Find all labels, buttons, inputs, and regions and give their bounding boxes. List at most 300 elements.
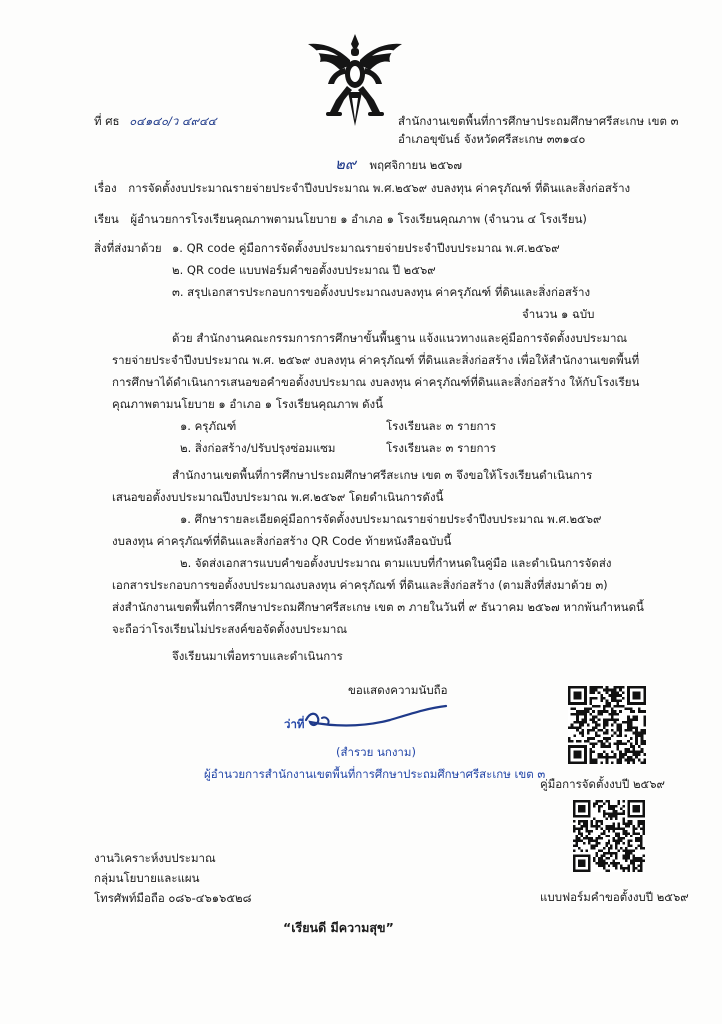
qr-module	[571, 726, 574, 729]
step-line: งบลงทุน ค่าครุภัณฑ์ที่ดินและสิ่งก่อสร้าง QR Code ท้ายหนังสือฉบับนี้	[112, 534, 452, 548]
qr-module	[643, 729, 646, 732]
qr-module	[643, 740, 646, 743]
qr-module	[568, 686, 571, 689]
qr-module	[638, 810, 640, 812]
qr-module	[608, 756, 611, 759]
qr-module	[579, 756, 582, 759]
qr-module	[578, 805, 580, 807]
qr-module	[611, 734, 614, 737]
qr-module	[608, 865, 610, 867]
qr-module	[573, 862, 575, 864]
qr-module	[613, 862, 615, 864]
qr-module	[616, 691, 619, 694]
qr-module	[583, 825, 585, 827]
qr-module	[611, 724, 614, 727]
qr-module	[643, 825, 645, 827]
qr-module	[633, 748, 636, 751]
qr-module	[588, 810, 590, 812]
qr-module	[616, 694, 619, 697]
qr-module	[576, 753, 579, 756]
qr-module	[616, 742, 619, 745]
qr-module	[630, 845, 632, 847]
qr-module	[630, 745, 633, 748]
qr-module	[606, 689, 609, 692]
qr-module	[571, 686, 574, 689]
qr-module	[598, 842, 600, 844]
qr-module	[583, 800, 585, 802]
qr-module	[635, 805, 637, 807]
qr-module	[630, 800, 632, 802]
qr-module	[641, 710, 644, 713]
qr-module	[573, 857, 575, 859]
qr-module	[638, 832, 640, 834]
qr-module	[573, 713, 576, 716]
qr-module	[571, 702, 574, 705]
qr-module	[595, 734, 598, 737]
qr-module	[595, 845, 597, 847]
qr-module	[638, 845, 640, 847]
qr-module	[600, 694, 603, 697]
qr-module	[619, 726, 622, 729]
qr-module	[587, 732, 590, 735]
qr-module	[633, 810, 635, 812]
qr-module	[583, 855, 585, 857]
qr-module	[603, 865, 605, 867]
qr-module	[614, 686, 617, 689]
date-month-year: พฤศจิกายน ๒๕๖๗	[369, 158, 463, 172]
qr-module	[600, 742, 603, 745]
qr-module	[635, 732, 638, 735]
qr-module	[623, 832, 625, 834]
qr-module	[630, 702, 633, 705]
qr-module	[630, 862, 632, 864]
qr-module	[627, 697, 630, 700]
qr-module	[624, 759, 627, 762]
qr-module	[638, 857, 640, 859]
qr-module	[587, 708, 590, 711]
qr-module	[588, 862, 590, 864]
qr-module	[610, 847, 612, 849]
qr-module	[633, 751, 636, 754]
qr-module	[581, 732, 584, 735]
qr-module	[580, 865, 582, 867]
qr-module	[641, 740, 644, 743]
qr-module	[633, 832, 635, 834]
qr-module	[638, 710, 641, 713]
qr-module	[610, 812, 612, 814]
qr-module	[625, 835, 627, 837]
qr-module	[579, 713, 582, 716]
qr-code-manual-icon[interactable]	[568, 686, 646, 764]
qr-module	[568, 702, 571, 705]
qr-module	[600, 729, 603, 732]
qr-module	[590, 845, 592, 847]
qr-module	[608, 830, 610, 832]
qr-module	[640, 867, 642, 869]
qr-module	[611, 689, 614, 692]
qr-module	[605, 817, 607, 819]
qr-module	[635, 691, 638, 694]
qr-module	[598, 734, 601, 737]
qr-module	[628, 867, 630, 869]
qr-module	[600, 800, 602, 802]
qr-module	[641, 751, 644, 754]
qr-module	[581, 710, 584, 713]
qr-module	[641, 742, 644, 745]
qr-module	[640, 837, 642, 839]
qr-module	[592, 726, 595, 729]
signatory-name: (สำรวย นกงาม)	[336, 745, 416, 759]
qr-module	[627, 699, 630, 702]
qr-module	[635, 847, 637, 849]
qr-module	[603, 751, 606, 754]
qr-module	[592, 729, 595, 732]
qr-module	[603, 855, 605, 857]
qr-module	[578, 862, 580, 864]
qr-module	[625, 825, 627, 827]
qr-module	[618, 837, 620, 839]
qr-module	[598, 860, 600, 862]
qr-module	[611, 756, 614, 759]
qr-module	[573, 870, 575, 872]
qr-module	[614, 689, 617, 692]
qr-module	[628, 832, 630, 834]
qr-module	[598, 705, 601, 708]
qr-module	[576, 710, 579, 713]
qr-module	[630, 835, 632, 837]
qr-module	[633, 867, 635, 869]
qr-module	[578, 815, 580, 817]
qr-module	[592, 697, 595, 700]
footer-group: กลุ่มนโยบายและแผน	[94, 871, 200, 885]
qr-module	[615, 847, 617, 849]
qr-module	[585, 820, 587, 822]
qr-module	[575, 827, 577, 829]
qr-module	[575, 845, 577, 847]
qr-module	[598, 807, 600, 809]
qr-module	[598, 740, 601, 743]
qr-module	[625, 867, 627, 869]
qr-module	[588, 860, 590, 862]
qr-module	[581, 745, 584, 748]
qr-module	[643, 855, 645, 857]
qr-module	[613, 865, 615, 867]
qr-module	[584, 708, 587, 711]
qr-module	[605, 835, 607, 837]
qr-module	[588, 865, 590, 867]
qr-module	[613, 827, 615, 829]
qr-module	[588, 832, 590, 834]
closing-text: จึงเรียนมาเพื่อทราบและดำเนินการ	[172, 649, 343, 663]
qr-module	[603, 847, 605, 849]
qr-module	[618, 825, 620, 827]
qr-module	[635, 840, 637, 842]
qr-module	[627, 686, 630, 689]
qr-module	[615, 862, 617, 864]
qr-module	[573, 756, 576, 759]
recipient-line	[94, 211, 587, 229]
qr-module	[643, 759, 646, 762]
qr-module	[608, 842, 610, 844]
qr-module	[624, 742, 627, 745]
qr-module	[614, 753, 617, 756]
qr-module	[628, 865, 630, 867]
qr-module	[592, 751, 595, 754]
qr-module	[614, 756, 617, 759]
qr-module	[581, 686, 584, 689]
qr-module	[625, 855, 627, 857]
qr-module	[619, 734, 622, 737]
qr-module	[580, 835, 582, 837]
qr-module	[592, 737, 595, 740]
qr-module	[598, 857, 600, 859]
qr-module	[573, 855, 575, 857]
qr-module	[568, 691, 571, 694]
qr-module	[598, 718, 601, 721]
qr-module	[630, 724, 633, 727]
qr-module	[600, 822, 602, 824]
qr-module	[584, 748, 587, 751]
qr-module	[581, 734, 584, 737]
qr-module	[638, 745, 641, 748]
qr-module	[581, 729, 584, 732]
qr-module	[603, 832, 605, 834]
qr-module	[643, 820, 645, 822]
qr-module	[579, 726, 582, 729]
qr-module	[613, 807, 615, 809]
qr-module	[568, 761, 571, 764]
qr-module	[583, 870, 585, 872]
qr-module	[592, 759, 595, 762]
qr-module	[630, 737, 633, 740]
paragraph-line: เสนอขอตั้งงบประมาณปีงบประมาณ พ.ศ.๒๕๖๙ โดยดำเนินการดังนี้	[112, 490, 444, 504]
qr-module	[573, 820, 575, 822]
qr-module	[638, 807, 640, 809]
qr-module	[579, 761, 582, 764]
qr-module	[588, 800, 590, 802]
qr-module	[630, 822, 632, 824]
qr-module	[608, 852, 610, 854]
qr-module	[595, 742, 598, 745]
qr-module	[616, 724, 619, 727]
qr-module	[624, 748, 627, 751]
qr-module	[578, 860, 580, 862]
qr-module	[575, 870, 577, 872]
qr-module	[613, 815, 615, 817]
qr-module	[611, 691, 614, 694]
qr-module	[627, 716, 630, 719]
qr-module	[613, 822, 615, 824]
qr-module	[615, 827, 617, 829]
qr-module	[590, 686, 593, 689]
recipient-text: ผู้อำนวยการโรงเรียนคุณภาพตามนโยบาย ๑ อำเภอ ๑ โรงเรียนคุณภาพ (จำนวน ๔ โรงเรียน)	[130, 212, 587, 226]
qr-module	[588, 867, 590, 869]
qr-module	[576, 716, 579, 719]
qr-module	[625, 852, 627, 854]
qr-module	[584, 699, 587, 702]
qr-module	[595, 697, 598, 700]
qr-module	[590, 689, 593, 692]
qr-module	[592, 689, 595, 692]
qr-module	[576, 697, 579, 700]
qr-module	[581, 761, 584, 764]
qr-module	[641, 729, 644, 732]
qr-module	[592, 686, 595, 689]
qr-module	[627, 708, 630, 711]
qr-module	[590, 847, 592, 849]
qr-module	[628, 805, 630, 807]
qr-module	[590, 742, 593, 745]
qr-module	[573, 691, 576, 694]
qr-module	[640, 845, 642, 847]
qr-module	[585, 815, 587, 817]
qr-module	[643, 802, 645, 804]
qr-module	[579, 710, 582, 713]
qr-module	[614, 732, 617, 735]
qr-module	[613, 805, 615, 807]
qr-module	[622, 691, 625, 694]
qr-module	[590, 718, 593, 721]
qr-module	[623, 870, 625, 872]
qr-module	[595, 855, 597, 857]
qr-module	[580, 832, 582, 834]
qr-module	[616, 726, 619, 729]
qr-module	[610, 825, 612, 827]
qr-module	[580, 807, 582, 809]
qr-module	[640, 842, 642, 844]
qr-module	[583, 837, 585, 839]
qr-module	[638, 708, 641, 711]
qr-module	[606, 686, 609, 689]
qr-module	[620, 865, 622, 867]
qr-module	[605, 862, 607, 864]
qr-module	[611, 694, 614, 697]
qr-module	[605, 825, 607, 827]
qr-module	[571, 708, 574, 711]
qr-module	[578, 827, 580, 829]
qr-module	[585, 850, 587, 852]
qr-module	[606, 756, 609, 759]
qr-module	[620, 840, 622, 842]
qr-module	[605, 800, 607, 802]
qr-module	[628, 802, 630, 804]
qr-module	[590, 708, 593, 711]
qr-module	[630, 756, 633, 759]
qr-module	[619, 761, 622, 764]
qr-module	[628, 815, 630, 817]
qr-module	[628, 852, 630, 854]
qr-module	[576, 694, 579, 697]
document-date	[335, 152, 462, 176]
qr-module	[579, 694, 582, 697]
qr-module	[625, 822, 627, 824]
qr-module	[628, 855, 630, 857]
qr-module	[643, 718, 646, 721]
qr-module	[641, 732, 644, 735]
qr-module	[608, 812, 610, 814]
document-number	[94, 113, 217, 131]
qr-module	[635, 716, 638, 719]
qr-module	[585, 830, 587, 832]
qr-module	[583, 865, 585, 867]
qr-module	[628, 812, 630, 814]
qr-module	[643, 832, 645, 834]
qr-module	[578, 847, 580, 849]
qr-module	[640, 835, 642, 837]
qr-module	[630, 850, 632, 852]
qr-module	[588, 840, 590, 842]
qr-module	[638, 822, 640, 824]
qr-module	[611, 710, 614, 713]
qr-module	[584, 759, 587, 762]
qr-module	[598, 710, 601, 713]
qr-module	[573, 827, 575, 829]
qr-module	[584, 756, 587, 759]
qr-module	[638, 732, 641, 735]
qr-module	[608, 815, 610, 817]
qr-module	[638, 702, 641, 705]
qr-module	[590, 840, 592, 842]
qr-module	[605, 812, 607, 814]
qr-module	[613, 830, 615, 832]
qr-module	[583, 815, 585, 817]
qr-module	[579, 751, 582, 754]
qr-module	[584, 686, 587, 689]
enclosures-label: สิ่งที่ส่งมาด้วย	[94, 241, 162, 255]
qr-module	[643, 691, 646, 694]
qr-module	[590, 822, 592, 824]
qr-module	[610, 827, 612, 829]
qr-module	[606, 759, 609, 762]
subject-line	[94, 180, 630, 198]
qr-module	[603, 812, 605, 814]
qr-module	[638, 697, 641, 700]
qr-module	[579, 740, 582, 743]
qr-module	[583, 842, 585, 844]
qr-module	[608, 847, 610, 849]
qr-module	[625, 860, 627, 862]
qr-module	[603, 852, 605, 854]
qr-module	[643, 805, 645, 807]
qr-module	[600, 862, 602, 864]
qr-module	[600, 756, 603, 759]
qr-module	[623, 812, 625, 814]
qr-module	[619, 686, 622, 689]
qr-module	[608, 705, 611, 708]
qr-module	[590, 761, 593, 764]
qr-module	[595, 820, 597, 822]
qr-module	[573, 686, 576, 689]
qr-module	[611, 713, 614, 716]
qr-module	[640, 860, 642, 862]
qr-module	[641, 702, 644, 705]
qr-module	[573, 867, 575, 869]
qr-module	[573, 721, 576, 724]
qr-module	[585, 870, 587, 872]
qr-module	[600, 857, 602, 859]
qr-code-form-icon[interactable]	[573, 800, 645, 872]
qr-module	[611, 761, 614, 764]
qr-module	[598, 862, 600, 864]
qr-module	[576, 702, 579, 705]
qr-module	[623, 855, 625, 857]
subject-label: เรื่อง	[94, 181, 117, 195]
qr-module	[575, 815, 577, 817]
qr-module	[573, 810, 575, 812]
qr-module	[628, 810, 630, 812]
qr-module	[575, 835, 577, 837]
qr-module	[593, 857, 595, 859]
